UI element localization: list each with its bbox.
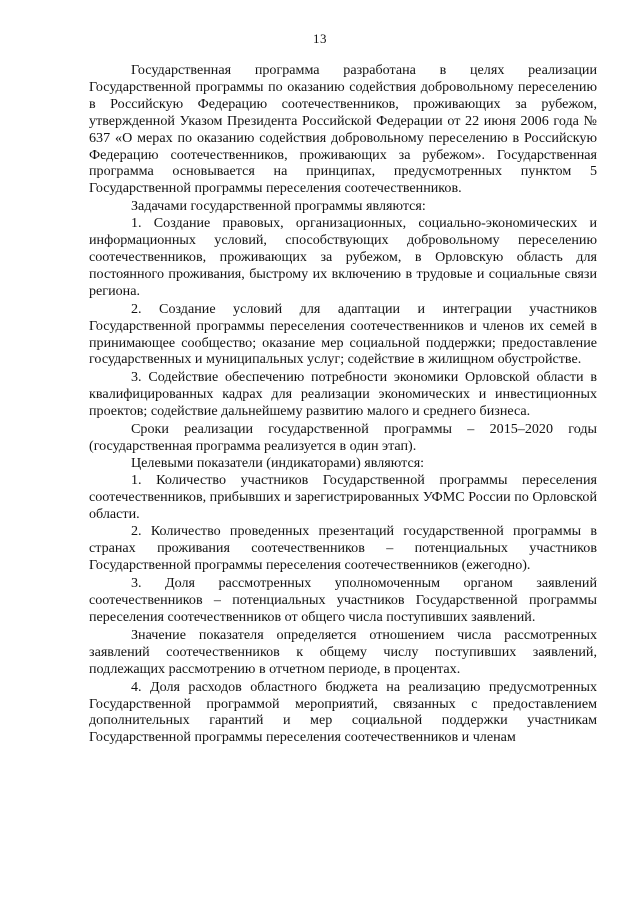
paragraph-tasks-heading: Задачами государственной программы являются:	[131, 198, 426, 215]
paragraph-timeline: Сроки реализации государственной программы – 2015–2020 годы (государственная программа реализуется в один этап).	[89, 421, 597, 454]
paragraph-indicator-4: 4. Доля расходов областного бюджета на реализацию предусмотренных Государственной программой мероприятий, связанных с предоставлением дополнительных гарантий и мер социальной поддержки участникам Государственной программы переселения соотечественников и членам	[89, 678, 597, 746]
paragraph-task-1: 1. Создание правовых, организационных, социально-экономических и информационных условий, способствующих добровольному переселению соотечественников, проживающих за рубежом, в Орловскую область для постоянного проживания, быстрому их включению в трудовые и социальные связи региона.	[89, 215, 597, 299]
paragraph-program-basis: Государственная программа разработана в целях реализации Государственной программы по оказанию содействия добровольному переселению в Российскую Федерацию соотечественников, проживающих за рубежом, утвержденной Указом Президента Российской Федерации от 22 июня 2006 года № 637 «О мерах по оказанию содействия добровольному переселению в Российскую Федерацию соотечественников, проживающих за рубежом». Государственная программа основывается на принципах, предусмотренных пунктом 5 Государственной программы переселения соотечественников.	[89, 62, 597, 197]
paragraph-task-2: 2. Создание условий для адаптации и интеграции участников Государственной программы переселения соотечественников и членов их семей в принимающее сообщество; оказание мер социальной поддержки; предоставление государственных и муниципальных услуг; содействие в жилищном обустройстве.	[89, 300, 597, 368]
paragraph-indicator-2: 2. Количество проведенных презентаций государственной программы в странах проживания соотечественников – потенциальных участников Государственной программы переселения соотечественников (ежегодно).	[89, 523, 597, 574]
document-body	[89, 62, 597, 746]
page-number: 13	[313, 31, 327, 46]
paragraph-indicator-3-calculation: Значение показателя определяется отношением числа рассмотренных заявлений соотечественников к общему числу поступивших заявлений, подлежащих рассмотрению в отчетном периоде, в процентах.	[89, 626, 597, 677]
paragraph-indicator-1: 1. Количество участников Государственной программы переселения соотечественников, прибывших и зарегистрированных УФМС России по Орловской области.	[89, 471, 597, 522]
paragraph-indicator-3: 3. Доля рассмотренных уполномоченным органом заявлений соотечественников – потенциальных участников Государственной программы переселения соотечественников от общего числа поступивших заявлений.	[89, 575, 597, 625]
paragraph-task-3: 3. Содействие обеспечению потребности экономики Орловской области в квалифицированных кадрах для реализации экономических и инвестиционных проектов; содействие дальнейшему развитию малого и среднего бизнеса.	[89, 369, 597, 420]
paragraph-indicators-heading: Целевыми показатели (индикаторами) являются:	[131, 454, 425, 471]
